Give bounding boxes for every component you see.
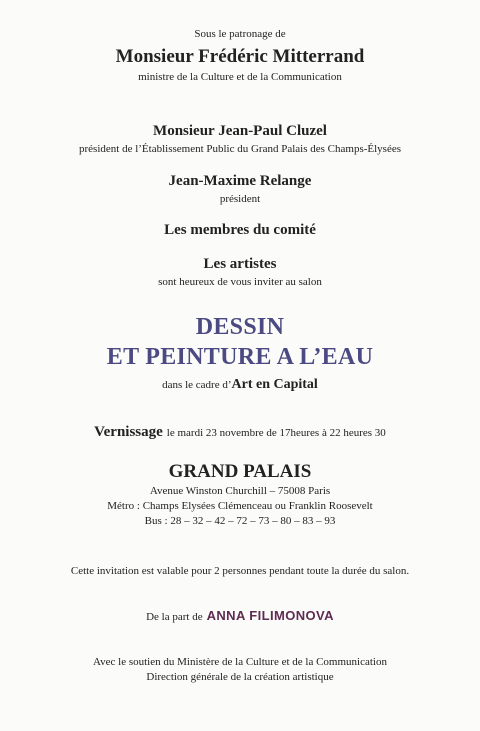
vernissage-when: le mardi 23 novembre de 17heures à 22 heures 30 xyxy=(166,427,386,439)
context-name: Art en Capital xyxy=(231,377,318,392)
context-prefix: dans le cadre d’ xyxy=(162,379,232,391)
venue-address: Avenue Winston Churchill – 75008 Paris xyxy=(149,485,331,497)
artists-label: Les artistes xyxy=(203,256,277,272)
venue-metro: Métro : Champs Elysées Clémenceau ou Franklin Roosevelt xyxy=(107,500,373,512)
from-name: ANNA FILIMONOVA xyxy=(206,608,334,623)
vernissage-label: Vernissage xyxy=(94,424,163,440)
validity-note: Cette invitation est valable pour 2 personnes pendant toute la durée du salon. xyxy=(70,565,410,577)
venue-name: GRAND PALAIS xyxy=(168,461,312,482)
from-line xyxy=(0,607,480,625)
artists-invite-text: sont heureux de vous inviter au salon xyxy=(158,276,322,288)
patron-role: ministre de la Culture et de la Communication xyxy=(138,71,342,83)
exhibition-title-line1: DESSIN xyxy=(195,314,285,340)
support-line1: Avec le soutien du Ministère de la Culture et de la Communication xyxy=(93,656,387,668)
exhibition-context xyxy=(0,375,480,393)
organizer-2-name: Jean-Maxime Relange xyxy=(168,173,312,189)
from-prefix: De la part de xyxy=(146,611,203,623)
patronage-intro: Sous le patronage de xyxy=(194,28,286,40)
vernissage-line xyxy=(0,423,480,441)
support-line2: Direction générale de la création artistique xyxy=(146,671,334,683)
committee-line: Les membres du comité xyxy=(164,222,316,238)
organizer-2-role: président xyxy=(219,193,261,205)
exhibition-title-line2: ET PEINTURE A L’EAU xyxy=(106,344,374,370)
venue-bus: Bus : 28 – 32 – 42 – 72 – 73 – 80 – 83 – 93 xyxy=(144,515,336,527)
patron-name: Monsieur Frédéric Mitterrand xyxy=(115,46,365,67)
organizer-1-name: Monsieur Jean-Paul Cluzel xyxy=(153,123,327,139)
organizer-1-role: président de l’Établissement Public du Grand Palais des Champs-Élysées xyxy=(79,143,401,155)
